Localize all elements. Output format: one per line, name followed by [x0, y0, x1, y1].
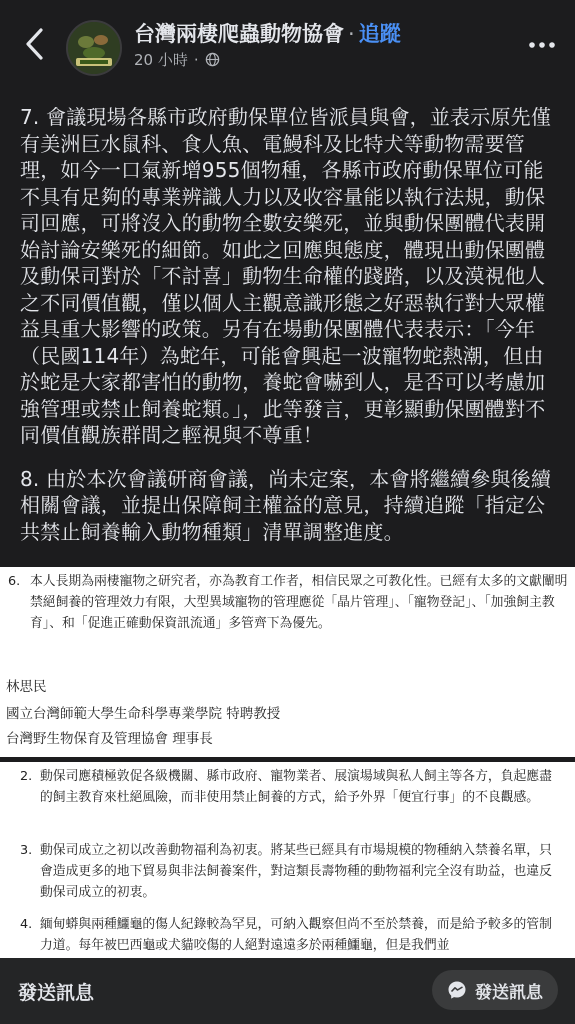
- doc-item-6: [8, 571, 568, 634]
- meta-separator: ·: [193, 50, 199, 69]
- signature-affiliation-1: 國立台灣師範大學生命科學專業學院 特聘教授: [6, 706, 281, 722]
- send-message-label: 發送訊息: [18, 982, 95, 1004]
- send-message-button-label: 發送訊息: [475, 982, 543, 1003]
- post-time[interactable]: 20 小時: [134, 51, 188, 69]
- globe-icon: [205, 52, 220, 67]
- follow-button[interactable]: 追蹤: [358, 22, 401, 46]
- doc-list-number: 2.: [20, 769, 33, 784]
- doc-list-text: 動保司成立之初以改善動物福利為初衷。將某些已經具有市場規模的物種納入禁養名單，只會造成更多的地下貿易與非法飼養案件，對這類長壽物種的動物福利完全沒有助益，也違反動保司成立的初衷。: [40, 843, 552, 900]
- post-paragraph-8: 8. 由於本次會議研商會議，尚未定案，本會將繼續參與後續相關會議，並提出保障飼主權益的意見，持續追蹤「指定公共禁止飼養輸入動物種類」清單調整進度。: [20, 466, 552, 544]
- doc-list-item: [20, 840, 560, 903]
- attached-document-image-2[interactable]: [0, 762, 575, 958]
- post-text: [20, 104, 558, 562]
- page-avatar[interactable]: [66, 20, 122, 76]
- post-paragraph-7: 7. 會議現場各縣市政府動保單位皆派員與會，並表示原先僅有美洲巨水鼠科、食人魚、電鰻科及比特犬等動物需要管理，如今一口氣新增955個物種，各縣市政府動保單位可能不具有足夠的專業辨識人力以及收容量能以執行法規，動保司回應，可將沒入的動物全數安樂死，並與動保團體代表開始討論安樂死的細節。如此之回應與態度，體現出動保團體及動保司對於「不討喜」動物生命權的踐踏，以及漠視他人之不同價值觀，僅以個人主觀意識形態之好惡執行對大眾權益具重大影響的政策。另有在場動保團體代表表示：「今年（民國114年）為蛇年，可能會興起一波寵物蛇熱潮，但由於蛇是大家都害怕的動物，養蛇會嚇到人，是否可以考慮加強管理或禁止飼養蛇類。」，此等發言，更彰顯動保團體對不同價值觀族群間之輕視與不尊重！: [20, 105, 552, 447]
- chevron-left-icon: [24, 27, 44, 61]
- doc-list-text: 動保司應積極敦促各級機關、縣市政府、寵物業者、展演場域與私人飼主等各方，負起應盡的飼主教育來杜絕風險，而非使用禁止飼養的方式，給予外界「便宜行事」的不良觀感。: [40, 769, 552, 805]
- doc-list-text: 緬甸蟒與兩種鱷龜的傷人紀錄較為罕見，可納入觀察但尚不至於禁養，而是給予較多的管制力道。每年被巴西龜或犬貓咬傷的人絕對遠遠多於兩種鱷龜，但是我們並: [40, 917, 552, 953]
- page-logo-icon: [68, 22, 120, 74]
- doc-list-item: [20, 766, 560, 808]
- post-meta: [134, 49, 220, 70]
- send-message-button[interactable]: [432, 970, 558, 1010]
- name-separator: ·: [348, 22, 355, 46]
- page-name-line: [134, 18, 401, 48]
- post-header: [0, 0, 575, 90]
- back-button[interactable]: [18, 22, 50, 66]
- doc-item-number: 6.: [8, 574, 21, 589]
- doc-item-text: 本人長期為兩棲寵物之研究者，亦為教育工作者，相信民眾之可教化性。已經有太多的文獻闡明禁絕飼養的管理效力有限，大型異域寵物的管理應從「晶片管理」、「寵物登記」、「加強飼主教育」、和「促進正確動保資訊流通」多管齊下為優先。: [30, 574, 568, 631]
- doc-list-number: 4.: [20, 917, 33, 932]
- messenger-icon: [447, 980, 467, 1000]
- bottom-action-bar: [0, 958, 575, 1024]
- page-name[interactable]: 台灣兩棲爬蟲動物協會: [134, 22, 344, 46]
- doc-list-item: [20, 914, 560, 956]
- signature-name: 林思民: [6, 679, 47, 695]
- attached-document-image-1[interactable]: [0, 567, 575, 757]
- more-dots-icon[interactable]: [527, 30, 557, 60]
- signature-affiliation-2: 台灣野生物保育及管理協會 理事長: [6, 731, 213, 747]
- doc-list-number: 3.: [20, 843, 33, 858]
